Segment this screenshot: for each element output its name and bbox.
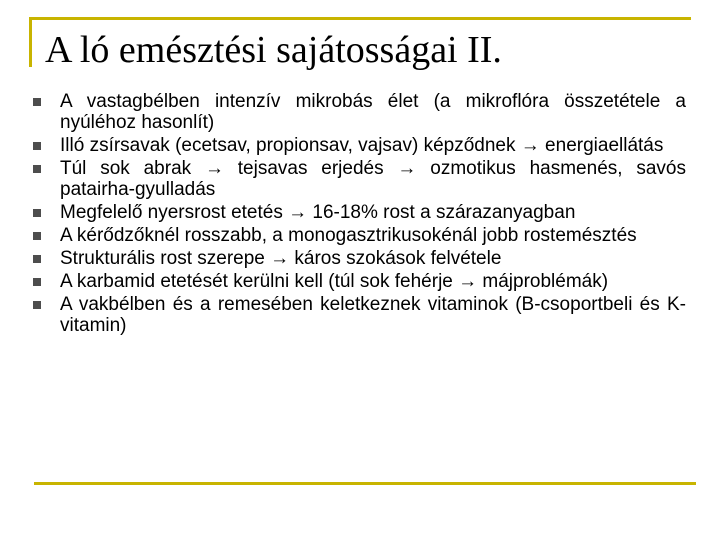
title-frame-top-line	[29, 17, 691, 20]
square-bullet-icon	[33, 98, 41, 106]
bullet-item	[30, 248, 686, 269]
bullet-item	[30, 135, 686, 156]
bullet-item	[30, 271, 686, 292]
bullet-text: A vastagbélben intenzív mikrobás élet (a mikroflóra összetétele a nyúléhoz hasonlít)	[60, 91, 686, 133]
square-bullet-icon	[33, 255, 41, 263]
bullet-item	[30, 158, 686, 200]
bottom-divider-line	[34, 482, 696, 485]
bullet-item	[30, 202, 686, 223]
bullet-text: Megfelelő nyersrost etetés → 16-18% rost a szárazanyagban	[60, 202, 576, 223]
bullet-item	[30, 294, 686, 336]
slide-title: A ló emésztési sajátosságai II.	[45, 29, 502, 71]
bullet-text: A kérődzőknél rosszabb, a monogasztrikusokénál jobb rostemésztés	[60, 225, 637, 246]
square-bullet-icon	[33, 232, 41, 240]
square-bullet-icon	[33, 142, 41, 150]
bullet-text: Túl sok abrak → tejsavas erjedés → ozmotikus hasmenés, savós patairha-gyulladás	[60, 158, 686, 200]
bullet-text: Illó zsírsavak (ecetsav, propionsav, vajsav) képződnek → energiaellátás	[60, 135, 664, 156]
square-bullet-icon	[33, 165, 41, 173]
bullet-text: Strukturális rost szerepe → káros szokások felvétele	[60, 248, 502, 269]
square-bullet-icon	[33, 278, 41, 286]
bullet-item	[30, 91, 686, 133]
bullet-item	[30, 225, 686, 246]
square-bullet-icon	[33, 209, 41, 217]
square-bullet-icon	[33, 301, 41, 309]
bullet-list	[30, 91, 686, 338]
bullet-text: A vakbélben és a remesében keletkeznek vitaminok (B-csoportbeli és K-vitamin)	[60, 294, 686, 336]
bullet-text: A karbamid etetését kerülni kell (túl sok fehérje → májproblémák)	[60, 271, 609, 292]
title-frame-left-line	[29, 17, 32, 67]
